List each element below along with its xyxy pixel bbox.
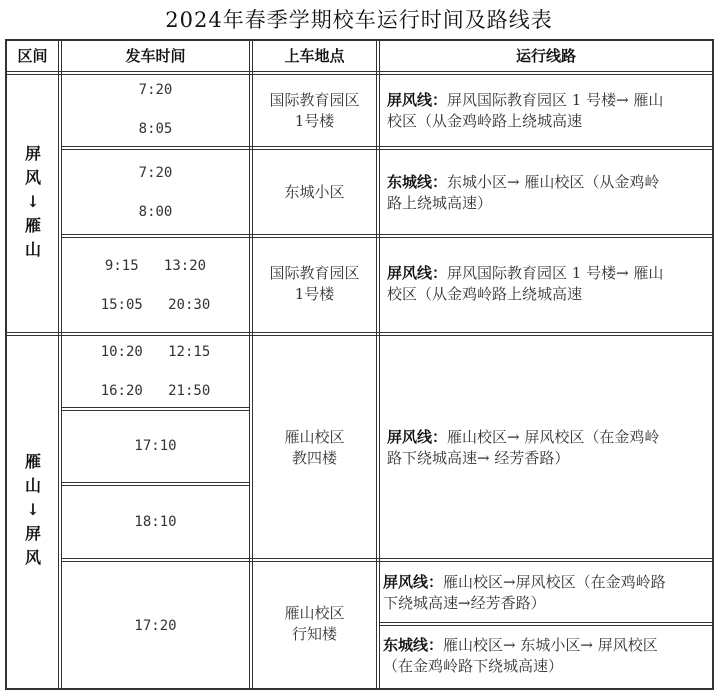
boarding-place: 雁山校区 教四楼	[284, 428, 345, 467]
col-divider	[376, 39, 377, 690]
depart-time: 10:20 12:15	[100, 344, 211, 360]
route-description: 屏风线：屏风国际教育园区 1 号楼→ 雁山 校区（从金鸡岭路上绕城高速	[387, 264, 664, 303]
row-divider	[61, 237, 714, 238]
col-divider	[249, 39, 250, 690]
depart-time: 18:10	[134, 514, 177, 530]
table-border-left	[5, 39, 7, 690]
row-divider	[61, 485, 249, 486]
header-interval: 区间	[17, 47, 48, 65]
header-depart-time: 发车时间	[125, 47, 186, 65]
table-border-right	[712, 39, 714, 690]
section-divider	[5, 335, 714, 336]
row-divider	[61, 149, 714, 150]
route-label: 屏风线：	[387, 264, 448, 282]
depart-time: 17:10	[134, 438, 177, 454]
depart-time: 17:20	[134, 618, 177, 634]
route-description: 屏风线：雁山校区→ 屏风校区（在金鸡岭 路下绕城高速→ 经芳香路）	[387, 428, 660, 467]
row-divider	[61, 561, 714, 562]
depart-time: 8:00	[138, 204, 173, 220]
header-divider	[5, 74, 714, 75]
depart-time: 15:05 20:30	[100, 297, 211, 313]
row-divider	[61, 146, 714, 147]
header-divider	[5, 71, 714, 72]
boarding-place: 雁山校区 行知楼	[284, 604, 345, 643]
boarding-place: 国际教育园区 1号楼	[269, 91, 360, 130]
depart-time: 16:20 21:50	[100, 383, 211, 399]
route-label: 屏风线：	[383, 573, 444, 591]
route-label: 东城线：	[387, 173, 448, 191]
header-boarding-place: 上车地点	[284, 47, 345, 65]
depart-time: 8:05	[138, 121, 173, 137]
section-divider	[5, 332, 714, 333]
route-label: 东城线：	[383, 636, 444, 654]
header-route: 运行线路	[515, 47, 576, 65]
row-divider	[61, 407, 249, 408]
route-label: 屏风线：	[387, 428, 448, 446]
depart-time: 7:20	[138, 82, 173, 98]
route-divider	[379, 622, 714, 623]
table-border-bottom	[5, 688, 714, 690]
row-divider	[61, 410, 249, 411]
boarding-place: 东城小区	[284, 183, 345, 201]
route-description: 屏风线：屏风国际教育园区 1 号楼→ 雁山 校区（从金鸡岭路上绕城高速	[387, 91, 664, 130]
interval-label-pingfeng-yanshan: 屏 风 ↓ 雁 山	[24, 144, 41, 259]
route-label: 屏风线：	[387, 91, 448, 109]
depart-time: 9:15 13:20	[104, 258, 207, 274]
interval-label-yanshan-pingfeng: 雁 山 ↓ 屏 风	[24, 452, 41, 567]
row-divider	[61, 234, 714, 235]
route-description: 东城线：东城小区→ 雁山校区（从金鸡岭 路上绕城高速）	[387, 173, 660, 212]
route-divider	[379, 625, 714, 626]
col-divider	[379, 39, 380, 690]
col-divider	[252, 39, 253, 690]
row-divider	[61, 558, 714, 559]
page-title: 2024年春季学期校车运行时间及路线表	[165, 8, 553, 32]
route-description: 东城线：雁山校区→ 东城小区→ 屏风校区 （在金鸡岭路下绕城高速）	[383, 636, 658, 675]
boarding-place: 国际教育园区 1号楼	[269, 264, 360, 303]
row-divider	[61, 482, 249, 483]
route-description: 屏风线：雁山校区→屏风校区（在金鸡岭路 下绕城高速→经芳香路）	[383, 573, 666, 612]
col-divider	[58, 39, 59, 690]
depart-time: 7:20	[138, 165, 173, 181]
